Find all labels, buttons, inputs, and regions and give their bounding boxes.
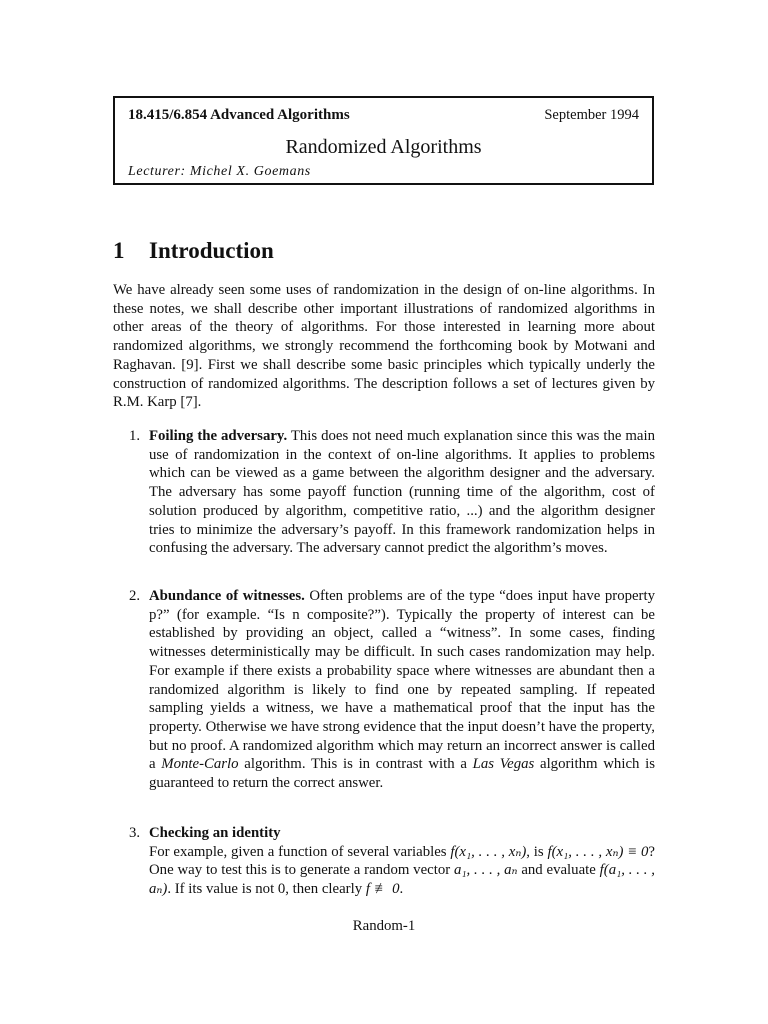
lecturer-name: Lecturer: Michel X. Goemans — [128, 164, 311, 179]
list-item-marker: 3. — [129, 825, 141, 841]
math-expression: f(x₁, . . . , xₙ) ≡ 0 — [547, 843, 649, 860]
math-expression: f(a₁, . . . , aₙ) — [149, 862, 656, 898]
list-item-lead: Abundance of witnesses. — [149, 588, 305, 604]
list-item-body — [149, 824, 655, 899]
las-vegas-term: Las Vegas — [472, 756, 535, 773]
monte-carlo-term: Monte-Carlo — [161, 756, 239, 773]
page-footer-label: Random-1 — [352, 918, 416, 934]
math-expression: f(x₁, . . . , xₙ) — [450, 843, 527, 860]
document-title: Randomized Algorithms — [285, 136, 482, 158]
list-item-marker: 1. — [129, 428, 141, 444]
math-expression: a₁, . . . , aₙ — [453, 862, 518, 879]
list-item-body — [149, 427, 655, 558]
math-expression: f ≢ 0 — [365, 881, 400, 898]
section-title: Introduction — [149, 238, 274, 263]
list-item-text: This does not need much explanation since this was the main use of randomization in the context of on-line algorithms. It applies to problems which can be viewed as a game between the algorithm designer and the adversary. The adversary has some payoff function (running time of the algorithm, cost of solution produced by algorithm, competitive ratio, ...) and the algorithm designer tries to minimize the adversary’s payoff. In this framework randomization helps in confusing the adversary. The adversary cannot predict the algorithm’s moves. — [149, 428, 655, 557]
list-item-text: . — [399, 881, 404, 898]
section-number: 1 — [113, 238, 125, 263]
list-item-text: algorithm which is guaranteed to return the correct answer. — [149, 756, 655, 792]
intro-paragraph: We have already seen some uses of randomization in the design of on-line algorithms. In these notes, we shall describe other important illustrations of randomized algorithms in other areas of the theory of algorithms. For those interested in learning more about randomized algorithms, we strongly recommend the forthcoming book by Motwani and Raghavan. [9]. First we shall describe some basic principles which typically underly the construction of randomized algorithms. The description follows a set of lectures given by R.M. Karp [7]. — [113, 282, 655, 411]
list-item-text: , is — [526, 843, 544, 860]
list-item-lead: Foiling the adversary. — [149, 428, 288, 444]
course-title: 18.415/6.854 Advanced Algorithms — [128, 107, 350, 123]
list-item-text: . If its value is not 0, then clearly — [167, 881, 363, 898]
list-item-lead: Checking an identity — [149, 825, 281, 841]
list-item-text: Often problems are of the type “does input have property p?” (for example. “Is n composite?”). Typically the property of interest can be established by providing an object, called a “witness”. In some cases, finding witnesses deterministically may be difficult. In such cases randomization may help. For example if there exists a probability space where witnesses are abundant then a randomized algorithm is likely to find one by repeated sampling. If repeated sampling yields a witness, we have a mathematical proof that the input has the property. Otherwise we have strong evidence that the input doesn’t have the property, but no proof. A randomized algorithm which may return an incorrect answer is called a — [149, 588, 655, 773]
lecture-header-box — [113, 96, 654, 185]
lecture-date: September 1994 — [544, 107, 639, 123]
list-item-text: algorithm. This is in contrast with a — [244, 756, 467, 773]
section-heading — [113, 238, 274, 264]
list-item-text: For example, given a function of several variables — [149, 843, 447, 860]
list-item-text: ? One way to test this is to generate a random vector — [149, 843, 655, 879]
list-item-text: and evaluate — [521, 862, 596, 879]
list-item-marker: 2. — [129, 588, 141, 604]
list-item-body — [149, 587, 655, 793]
